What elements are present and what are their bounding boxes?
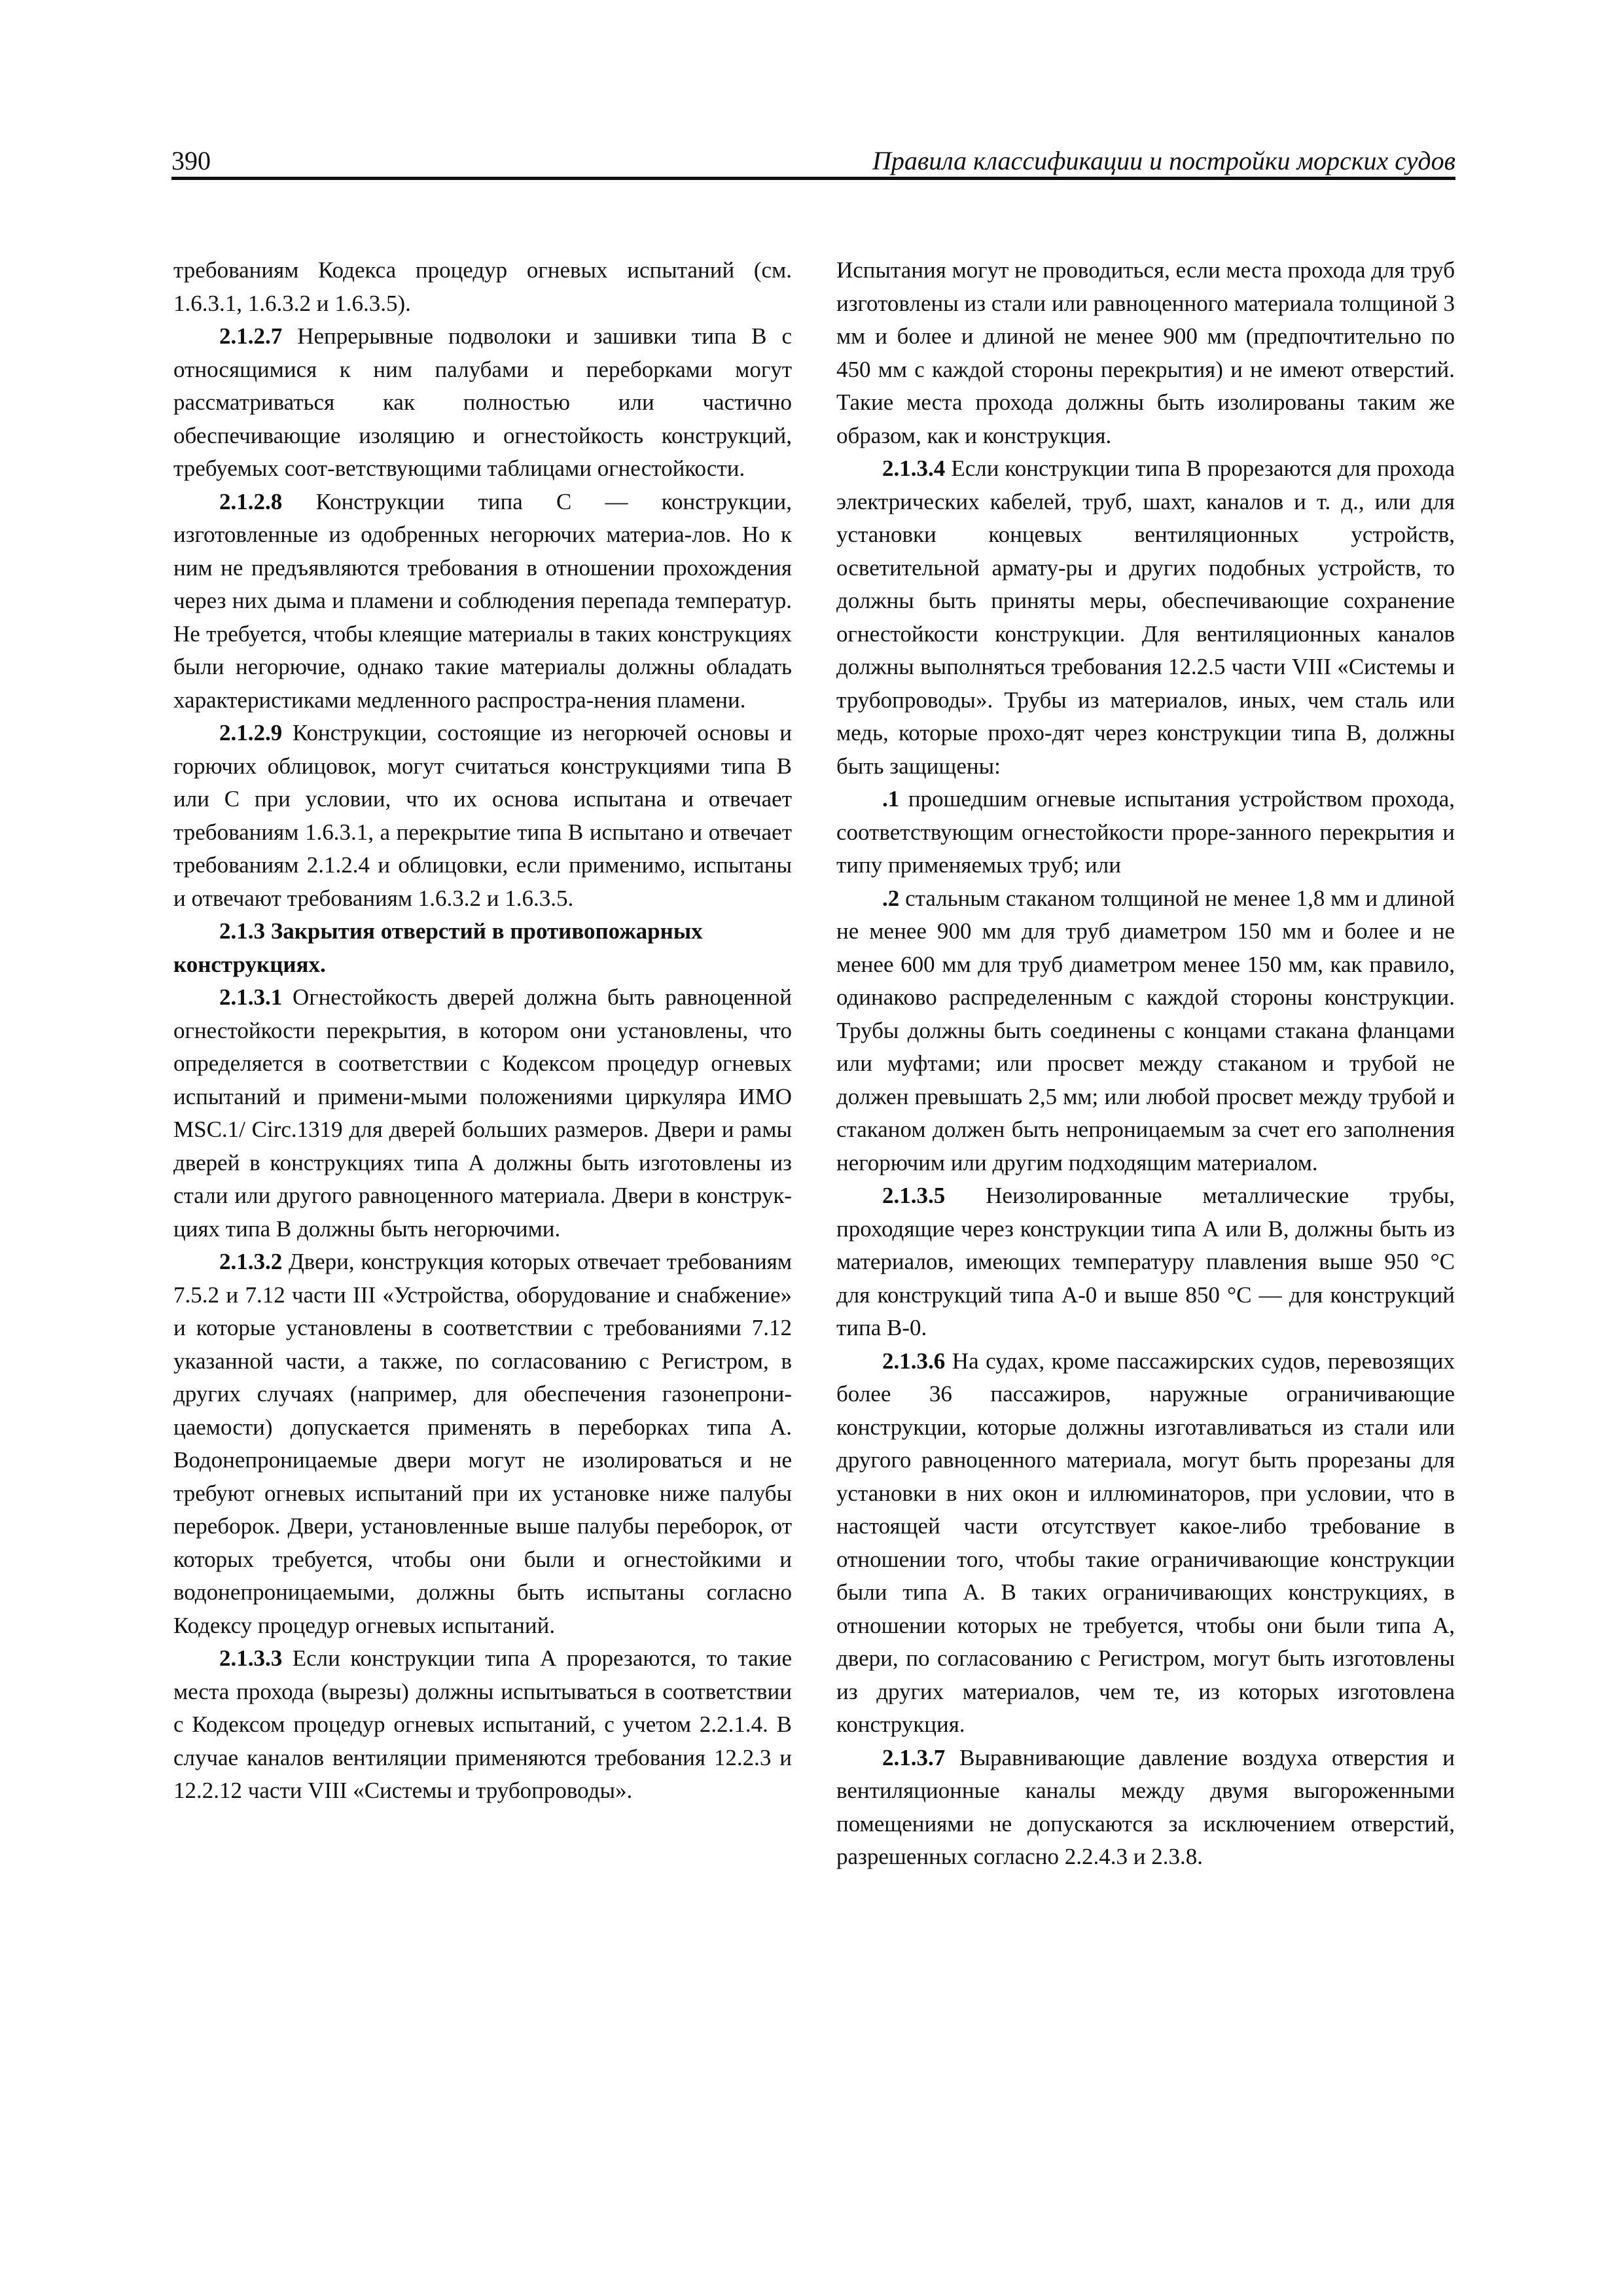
paragraph-text: Испытания могут не проводиться, если места прохода для труб изготовлены из стали или равноценного материала толщиной 3 мм и более и длиной не менее 900 мм (предпочтительно по 450 мм с каждой стороны перекрытия) и не имеют отверстий. Такие места прохода должны быть изолированы таким же образом, как и конструкция.	[836, 257, 1455, 448]
right-column-paragraph	[836, 1345, 1455, 1742]
paragraph-number: 2.1.3 Закрытия отверстий в противопожарных конструкциях.	[173, 918, 703, 977]
left-column-paragraph	[173, 717, 792, 915]
paragraph-number: .2	[882, 885, 900, 911]
left-column-paragraph	[173, 486, 792, 717]
left-column-paragraph	[173, 915, 792, 981]
right-column-paragraph	[836, 1179, 1455, 1345]
left-column-paragraph	[173, 254, 792, 320]
paragraph-text: На судах, кроме пассажирских судов, перевозящих более 36 пассажиров, наружные ограничивающие конструкции, которые должны изготавливаться из стали или другого равноценного материала, могут быть прорезаны для установки в них окон и иллюминаторов, при условии, что в настоящей части отсутствует какое-либо требование в отношении того, чтобы такие ограничивающие конструкции были типа А. В таких ограничивающих конструкциях, в отношении которых не требуется, чтобы они были типа А, двери, по согласованию с Регистром, могут быть изготовлены из других материалов, чем те, из которых изготовлена конструкция.	[836, 1348, 1455, 1737]
paragraph-number: 2.1.2.9	[219, 720, 283, 745]
paragraph-number: 2.1.3.6	[882, 1348, 946, 1374]
left-column-paragraph	[173, 981, 792, 1246]
right-column-paragraph	[836, 1742, 1455, 1874]
right-column-paragraph	[836, 783, 1455, 882]
paragraph-text: Конструкции типа С — конструкции, изготовленные из одобренных негорючих материа-лов. Но к ним не предъявляются требования в отношении прохождения через них дыма и пламени и соблюдения перепада температур. Не требуется, чтобы клеящие материалы в таких конструкциях были негорючие, однако такие материалы должны обладать характеристиками медленного распростра-нения пламени.	[173, 488, 792, 713]
paragraph-number: 2.1.2.8	[219, 488, 283, 514]
paragraph-text: Если конструкции типа А прорезаются, то такие места прохода (вырезы) должны испытываться в соответствии с Кодексом процедур огневых испытаний, с учетом 2.2.1.4. В случае каналов вентиляции применяются требования 12.2.3 и 12.2.12 части VIII «Системы и трубопроводы».	[173, 1645, 792, 1803]
paragraph-text: Неизолированные металлические трубы, проходящие через конструкции типа А или В, должны быть из материалов, имеющих температуру плавления выше 950 °С для конструкций типа А-0 и выше 850 °С — для конструкций типа В-0.	[836, 1183, 1455, 1340]
paragraph-text: Огнестойкость дверей должна быть равноценной огнестойкости перекрытия, в котором они установлены, что определяется в соответствии с Кодексом процедур огневых испытаний и примени-мыми положениями циркуляра ИМО MSC.1/ Circ.1319 для дверей больших размеров. Двери и рамы дверей в конструкциях типа А должны быть изготовлены из стали или другого равноценного материала. Двери в конструк-циях типа В должны быть негорючими.	[173, 984, 792, 1242]
paragraph-text: Конструкции, состоящие из негорючей основы и горючих облицовок, могут считаться конструкциями типа В или С при условии, что их основа испытана и отвечает требованиям 1.6.3.1, а перекрытие типа В испытано и отвечает требованиям 2.1.2.4 и облицовки, если применимо, испытаны и отвечают требованиям 1.6.3.2 и 1.6.3.5.	[173, 720, 792, 911]
paragraph-text: прошедшим огневые испытания устройством прохода, соответствующим огнестойкости проре-занного перекрытия и типу применяемых труб; или	[836, 786, 1455, 878]
running-title: Правила классификации и постройки морских судов	[872, 146, 1455, 175]
paragraph-text: стальным стаканом толщиной не менее 1,8 мм и длиной не менее 900 мм для труб диаметром 150 мм и более и не менее 600 мм для труб диаметром менее 150 мм, как правило, одинаково распределенным с каждой стороны конструкции. Трубы должны быть соединены с концами стакана фланцами или муфтами; или просвет между стаканом и трубой не должен превышать 2,5 мм; или любой просвет между трубой и стаканом должен быть непроницаемым за счет его заполнения негорючим или другим подходящим материалом.	[836, 885, 1455, 1175]
right-column-paragraph	[836, 882, 1455, 1180]
right-column	[836, 254, 1455, 1874]
paragraph-text: Двери, конструкция которых отвечает требованиям 7.5.2 и 7.12 части III «Устройства, оборудование и снабжение» и которые установлены в соответствии с требованиями 7.12 указанной части, а также, по согласованию с Регистром, в других случаях (например, для обеспечения газонепрони-цаемости) допускается применять в переборках типа А. Водонепроницаемые двери могут не изолироваться и не требуют огневых испытаний при их установке ниже палубы переборок. Двери, установленные выше палубы переборок, от которых требуется, чтобы они были и огнестойкими и водонепроницаемыми, должны быть испытаны согласно Кодексу процедур огневых испытаний.	[173, 1249, 792, 1638]
paragraph-number: .1	[882, 786, 900, 812]
left-column-paragraph	[173, 320, 792, 486]
paragraph-number: 2.1.2.7	[219, 323, 283, 349]
paragraph-number: 2.1.3.1	[219, 984, 283, 1010]
right-column-paragraph	[836, 452, 1455, 783]
right-column-paragraph	[836, 254, 1455, 452]
paragraph-text: Выравнивающие давление воздуха отверстия и вентиляционные каналы между двумя выгороженными помещениями не допускаются за исключением отверстий, разрешенных согласно 2.2.4.3 и 2.3.8.	[836, 1744, 1455, 1869]
page-number: 390	[171, 146, 211, 175]
left-column-paragraph	[173, 1246, 792, 1642]
paragraph-number: 2.1.3.5	[882, 1183, 946, 1208]
paragraph-number: 2.1.3.4	[882, 456, 946, 481]
paragraph-text: требованиям Кодекса процедур огневых испытаний (см. 1.6.3.1, 1.6.3.2 и 1.6.3.5).	[173, 257, 792, 316]
left-column	[173, 254, 792, 1808]
paragraph-number: 2.1.3.3	[219, 1645, 283, 1671]
header-rule	[171, 177, 1455, 180]
paragraph-number: 2.1.3.7	[882, 1744, 946, 1770]
paragraph-number: 2.1.3.2	[219, 1249, 283, 1274]
page-header	[171, 143, 1455, 179]
paragraph-text: Непрерывные подволоки и зашивки типа В с относящимися к ним палубами и переборками могут рассматриваться как полностью или частично обеспечивающие изоляцию и огнестойкость конструкций, требуемых соот-ветствующими таблицами огнестойкости.	[173, 323, 792, 481]
paragraph-text: Если конструкции типа В прорезаются для прохода электрических кабелей, труб, шахт, каналов и т. д., или для установки концевых вентиляционных устройств, осветительной армату-ры и других подобных устройств, то должны быть приняты меры, обеспечивающие сохранение огнестойкости конструкции. Для вентиляционных каналов должны выполняться требования 12.2.5 части VIII «Системы и трубопроводы». Трубы из материалов, иных, чем сталь или медь, которые прохо-дят через конструкции типа В, должны быть защищены:	[836, 456, 1455, 779]
left-column-paragraph	[173, 1642, 792, 1808]
